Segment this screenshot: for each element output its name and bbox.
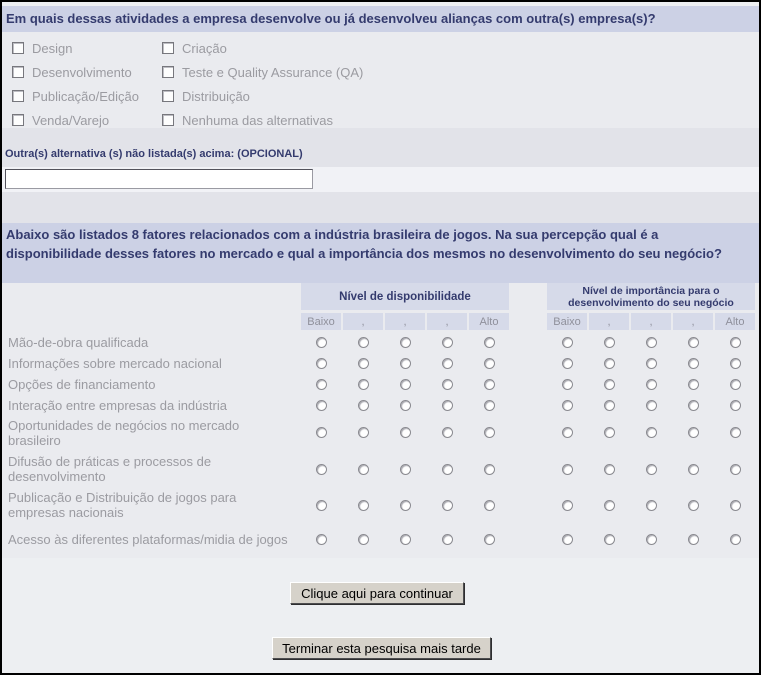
scale-label: , [385,313,425,330]
radio-availability-row7-col1[interactable] [316,500,327,511]
radio-availability-row6-col2[interactable] [358,464,369,475]
radio-importance-row3-col1[interactable] [562,379,573,390]
radio-importance-row2-col4[interactable] [688,358,699,369]
radio-importance-row6-col4[interactable] [688,464,699,475]
radio-importance-row7-col4[interactable] [688,500,699,511]
radio-availability-row8-col2[interactable] [358,534,369,545]
radio-importance-row4-col4[interactable] [688,400,699,411]
radio-importance-row5-col5[interactable] [730,427,741,438]
radio-importance-row5-col4[interactable] [688,427,699,438]
alliance-options [12,42,363,126]
radio-importance-row4-col2[interactable] [604,400,615,411]
radio-availability-row7-col3[interactable] [400,500,411,511]
radio-importance-row2-col1[interactable] [562,358,573,369]
radio-importance-row7-col2[interactable] [604,500,615,511]
matrix-row [2,449,759,489]
radio-importance-row2-col3[interactable] [646,358,657,369]
other-input-row [2,167,759,192]
divider-band [2,192,759,223]
radio-importance-row7-col5[interactable] [730,500,741,511]
matrix-scale-row [2,313,759,330]
availability-group-header: Nível de disponibilidade [301,283,509,310]
radio-availability-row6-col5[interactable] [484,464,495,475]
radio-importance-row4-col3[interactable] [646,400,657,411]
matrix-row [2,374,759,395]
radio-importance-row2-col5[interactable] [730,358,741,369]
checkbox-icon[interactable] [162,42,174,54]
radio-availability-row7-col2[interactable] [358,500,369,511]
radio-availability-row8-col3[interactable] [400,534,411,545]
radio-importance-row8-col3[interactable] [646,534,657,545]
radio-importance-row6-col5[interactable] [730,464,741,475]
radio-importance-row3-col3[interactable] [646,379,657,390]
other-field-label: Outra(s) alternativa (s) não listada(s) acima: (OPCIONAL) [5,148,303,160]
alliance-option [162,90,363,102]
other-alternatives-input[interactable] [5,169,313,189]
alliance-option [162,114,363,126]
matrix-row-label: Interação entre empresas da indústria [8,398,227,413]
radio-importance-row8-col2[interactable] [604,534,615,545]
radio-availability-row1-col3[interactable] [400,337,411,348]
radio-availability-row3-col1[interactable] [316,379,327,390]
radio-availability-row6-col4[interactable] [442,464,453,475]
matrix-row-label: Oportunidades de negócios no mercado brasileiro [8,417,240,448]
radio-importance-row8-col1[interactable] [562,534,573,545]
radio-availability-row4-col1[interactable] [316,400,327,411]
alliance-option [162,66,363,78]
checkbox-icon[interactable] [162,90,174,102]
matrix-row [2,489,759,521]
other-field-band [2,128,759,167]
checkbox-icon[interactable] [162,114,174,126]
radio-availability-row4-col2[interactable] [358,400,369,411]
scale-label: Alto [715,313,755,330]
alliance-option-label: Desenvolvimento [32,64,132,80]
checkbox-icon[interactable] [12,66,24,78]
alliance-option [12,114,162,126]
matrix-row-label: Mão-de-obra qualificada [8,335,149,350]
radio-availability-row2-col4[interactable] [442,358,453,369]
alliance-option-label: Criação [182,40,227,56]
matrix-row-label: Informações sobre mercado nacional [8,356,222,371]
radio-availability-row2-col5[interactable] [484,358,495,369]
radio-availability-row2-col3[interactable] [400,358,411,369]
radio-availability-row6-col1[interactable] [316,464,327,475]
radio-availability-row4-col5[interactable] [484,400,495,411]
radio-importance-row2-col2[interactable] [604,358,615,369]
radio-availability-row2-col1[interactable] [316,358,327,369]
matrix-row [2,353,759,374]
alliance-option [162,42,363,54]
radio-importance-row5-col1[interactable] [562,427,573,438]
alliance-option-label: Teste e Quality Assurance (QA) [182,64,364,80]
factors-matrix [2,283,759,557]
radio-importance-row3-col4[interactable] [688,379,699,390]
radio-importance-row1-col5[interactable] [730,337,741,348]
matrix-row-label: Opções de financiamento [8,377,156,392]
radio-availability-row8-col4[interactable] [442,534,453,545]
radio-importance-row3-col2[interactable] [604,379,615,390]
radio-availability-row5-col1[interactable] [316,427,327,438]
scale-label: , [589,313,629,330]
alliance-option [12,66,162,78]
radio-availability-row8-col1[interactable] [316,534,327,545]
matrix-row [2,395,759,416]
radio-importance-row5-col3[interactable] [646,427,657,438]
radio-availability-row3-col2[interactable] [358,379,369,390]
radio-importance-row7-col3[interactable] [646,500,657,511]
radio-availability-row5-col4[interactable] [442,427,453,438]
checkbox-icon[interactable] [12,114,24,126]
question1-title: Em quais dessas atividades a empresa desenvolve ou já desenvolveu alianças com outra(s) empresa(s)? [2,6,759,32]
matrix-rows [2,332,759,557]
radio-availability-row2-col2[interactable] [358,358,369,369]
radio-importance-row1-col3[interactable] [646,337,657,348]
radio-importance-row1-col4[interactable] [688,337,699,348]
radio-availability-row5-col3[interactable] [400,427,411,438]
scale-label: , [343,313,383,330]
radio-availability-row4-col3[interactable] [400,400,411,411]
scale-label: , [631,313,671,330]
radio-availability-row1-col5[interactable] [484,337,495,348]
radio-availability-row3-col3[interactable] [400,379,411,390]
matrix-row [2,521,759,557]
radio-importance-row3-col5[interactable] [730,379,741,390]
radio-importance-row6-col2[interactable] [604,464,615,475]
radio-importance-row4-col1[interactable] [562,400,573,411]
matrix-row [2,332,759,353]
continue-button[interactable]: Clique aqui para continuar [290,582,464,604]
checkbox-icon[interactable] [12,90,24,102]
alliance-option-label: Publicação/Edição [32,88,139,104]
alliance-option-label: Distribuição [182,88,250,104]
alliance-option-label: Design [32,40,73,56]
radio-availability-row5-col2[interactable] [358,427,369,438]
scale-label: Baixo [301,313,341,330]
checkbox-icon[interactable] [162,66,174,78]
radio-availability-row1-col1[interactable] [316,337,327,348]
radio-importance-row8-col5[interactable] [730,534,741,545]
radio-availability-row5-col5[interactable] [484,427,495,438]
matrix-row-label: Acesso às diferentes plataformas/midia de jogos [8,531,288,547]
alliance-option [12,42,162,54]
matrix-row [2,416,759,449]
radio-availability-row3-col5[interactable] [484,379,495,390]
radio-importance-row7-col1[interactable] [562,500,573,511]
matrix-group-headers [2,283,759,310]
radio-importance-row6-col3[interactable] [646,464,657,475]
scale-label: Baixo [547,313,587,330]
alliance-option-label: Venda/Varejo [32,112,110,128]
radio-importance-row1-col1[interactable] [562,337,573,348]
radio-availability-row7-col4[interactable] [442,500,453,511]
scale-label: , [673,313,713,330]
radio-importance-row8-col4[interactable] [688,534,699,545]
radio-availability-row7-col5[interactable] [484,500,495,511]
radio-availability-row4-col4[interactable] [442,400,453,411]
radio-availability-row3-col4[interactable] [442,379,453,390]
radio-availability-row1-col4[interactable] [442,337,453,348]
checkbox-icon[interactable] [12,42,24,54]
radio-importance-row1-col2[interactable] [604,337,615,348]
radio-importance-row4-col5[interactable] [730,400,741,411]
radio-importance-row6-col1[interactable] [562,464,573,475]
radio-availability-row6-col3[interactable] [400,464,411,475]
matrix-row-label: Publicação e Distribuição de jogos para empresas nacionais [8,490,237,520]
scale-label: Alto [469,313,509,330]
radio-availability-row8-col5[interactable] [484,534,495,545]
importance-group-header: Nível de importância para o desenvolvimento do seu negócio [547,283,755,310]
matrix-row-label: Difusão de práticas e processos de desenvolvimento [8,454,212,484]
radio-availability-row1-col2[interactable] [358,337,369,348]
alliance-option [12,90,162,102]
question2-title: Abaixo são listados 8 fatores relacionados com a indústria brasileira de jogos. Na sua percepção qual é a disponibilidade desses fatores no mercado e qual a importância dos mesmos no desenvolvimento do seu negócio? [2,223,759,283]
scale-label: , [427,313,467,330]
finish-later-button[interactable]: Terminar esta pesquisa mais tarde [272,637,491,659]
alliance-option-label: Nenhuma das alternativas [182,112,334,128]
radio-importance-row5-col2[interactable] [604,427,615,438]
